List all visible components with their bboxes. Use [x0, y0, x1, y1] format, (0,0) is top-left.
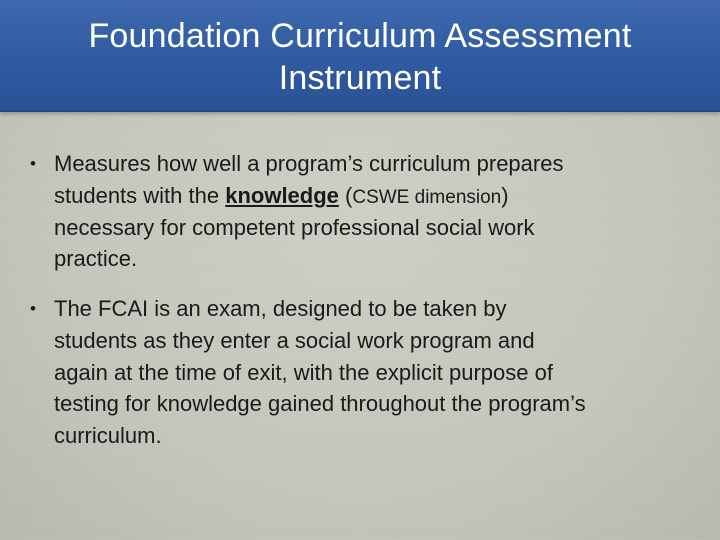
- bullet-2-line-4: testing for knowledge gained throughout the program’s: [54, 391, 586, 416]
- bullet-marker: •: [30, 154, 36, 173]
- slide-title-line-1: Foundation Curriculum Assessment: [88, 17, 632, 55]
- bullet-1-line-2-pre: students with the: [54, 183, 226, 208]
- bullet-1-line-2: [54, 180, 509, 213]
- keyword-knowledge: knowledge: [225, 183, 339, 208]
- bullet-2-line-1: The FCAI is an exam, designed to be taken by: [54, 296, 507, 321]
- title-bar: [0, 0, 720, 112]
- bullet-1-line-1: Measures how well a program’s curriculum prepares: [54, 151, 564, 176]
- bullet-2-line-5: curriculum.: [54, 423, 162, 448]
- cswe-dimension-text: CSWE dimension: [352, 187, 502, 208]
- bullet-1-line-2-paren-close: ): [501, 183, 509, 208]
- bullet-marker: •: [30, 299, 36, 318]
- bullet-2-line-3: again at the time of exit, with the explicit purpose of: [54, 360, 553, 385]
- bullet-1-line-3: necessary for competent professional social work: [54, 215, 535, 240]
- bullet-1-line-4: practice.: [54, 246, 138, 271]
- bullet-1-line-2-paren-open: (: [338, 183, 353, 208]
- bullet-2-line-2: students as they enter a social work program and: [54, 328, 535, 353]
- slide-title-line-2: Instrument: [278, 59, 442, 97]
